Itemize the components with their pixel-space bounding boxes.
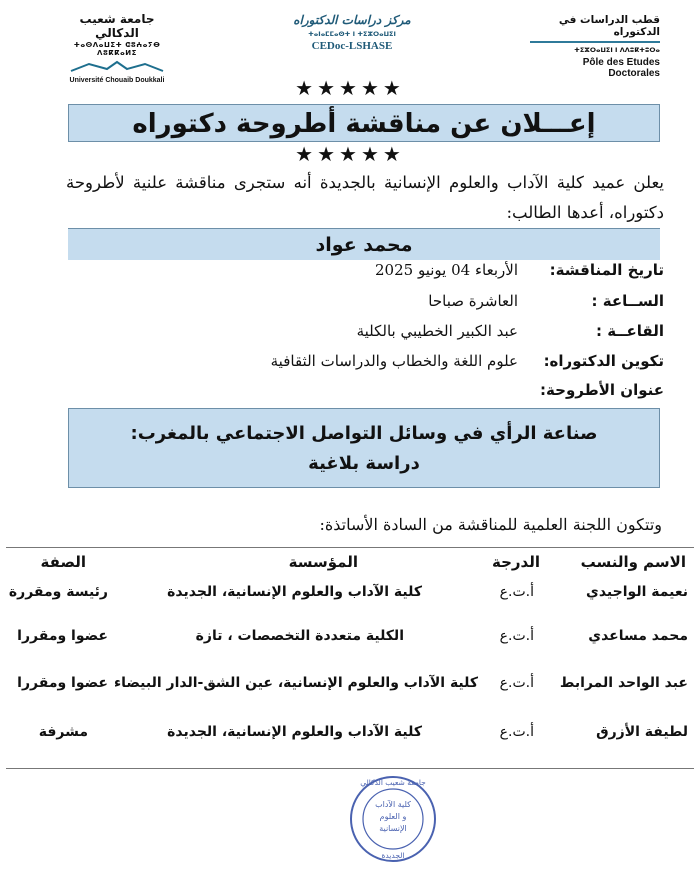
pole-name-english: Pôle des Etudes Doctorales [582, 57, 660, 79]
faculty-stamp [348, 774, 438, 864]
cedoc-name-tifinagh: ⵜⴰⵏⴰⵎⵎⴰⵙⵜ ⵏ ⵜⵉⵣⵔⴰⵡⵉⵏ [308, 29, 396, 38]
header-institution: المؤسسة [288, 553, 358, 571]
cell-grade: أ.ت.ع [499, 584, 534, 600]
cell-name: عبد الواحد المرابط [559, 675, 688, 691]
cedoc-logo [292, 14, 412, 52]
stamp-line3: الإنسانية [379, 824, 407, 833]
detail-thesis-label [60, 375, 664, 405]
cell-institution: كلية الآداب والعلوم الإنسانية، الجديدة [167, 724, 422, 740]
university-emblem-icon [69, 60, 165, 72]
detail-value: عبد الكبير الخطيبي بالكلية [356, 322, 518, 340]
thesis-title-line1: صناعة الرأي في وسائل التواصل الاجتماعي بالمغرب: [130, 423, 598, 444]
cell-name: لطيفة الأزرق [596, 724, 688, 740]
university-name-arabic: جامعة شعيب الدكالي [79, 12, 155, 40]
stamp-bottom-text: الجديدة [381, 851, 405, 860]
stars-top: ★★★★★ [295, 76, 405, 100]
header-grade: الدرجة [492, 553, 540, 571]
table-top-rule [6, 547, 694, 548]
header-role: الصفة [40, 553, 86, 571]
stamp-line2: و العلوم [379, 812, 407, 821]
detail-label: تاريخ المناقشة: [549, 261, 664, 279]
thesis-title-line2: دراسة بلاغية [308, 453, 420, 474]
cell-institution: كلية الآداب والعلوم الإنسانية، عين الشق-الدار البيضاء [113, 675, 478, 691]
cedoc-name-english: CEDoc-LSHASE [311, 39, 393, 52]
detail-label: الســاعة : [591, 292, 664, 310]
detail-label: تكوين الدكتوراه: [543, 352, 664, 370]
cell-role: عضوا ومقررا [17, 628, 108, 644]
detail-value: علوم اللغة والخطاب والدراسات الثقافية [270, 352, 518, 370]
cell-role: رئيسة ومقررة [8, 584, 108, 600]
university-logo [62, 12, 172, 84]
stars-bottom: ★★★★★ [295, 142, 405, 166]
detail-room [60, 316, 664, 346]
detail-date [60, 255, 664, 285]
jury-intro: وتتكون اللجنة العلمية للمناقشة من السادة الأساتذة: [319, 515, 662, 534]
table-bottom-rule [6, 768, 694, 769]
detail-time [60, 286, 664, 316]
pole-divider [530, 41, 660, 43]
pole-name-arabic: قطب الدراسات في الدكتوراه [558, 14, 660, 38]
university-name-tifinagh: ⵜⴰⵙⴷⴰⵡⵉⵜ ⵛⵓⵄⴰⵢⴱ ⴷⵓⴽⴽⴰⵍⵉ [73, 41, 161, 57]
cell-role: مشرفة [38, 724, 88, 740]
detail-program [60, 346, 664, 376]
university-name-english: Université Chouaib Doukkali [69, 77, 165, 84]
cell-grade: أ.ت.ع [499, 675, 534, 691]
detail-value: الأربعاء 04 يونيو 2025 [375, 261, 518, 279]
detail-value: العاشرة صباحا [428, 292, 518, 310]
cedoc-name-arabic: مركز دراسات الدكتوراه [293, 13, 411, 27]
thesis-title-box [68, 408, 660, 488]
cell-name: نعيمة الواجيدي [586, 584, 688, 600]
cell-grade: أ.ت.ع [499, 628, 534, 644]
cell-grade: أ.ت.ع [499, 724, 534, 740]
detail-label: عنوان الأطروحة: [540, 381, 664, 399]
doctoral-pole-logo [530, 14, 660, 79]
detail-label: القاعــة : [595, 322, 664, 340]
cell-institution: كلية الآداب والعلوم الإنسانية، الجديدة [167, 584, 422, 600]
student-name: محمد عواد [68, 228, 660, 260]
announcement-title: إعـــلان عن مناقشة أطروحة دكتوراه [68, 104, 660, 142]
cell-name: محمد مساعدي [588, 628, 688, 644]
cell-role: عضوا ومقررا [17, 675, 108, 691]
stamp-line1: كلية الآداب [375, 800, 411, 809]
cell-institution: الكلية متعددة التخصصات ، تازة [195, 628, 404, 644]
stamp-outer-text: جامعة شعيب الدكالي [360, 778, 426, 787]
announcement-intro: يعلن عميد كلية الآداب والعلوم الإنسانية بالجديدة أنه ستجرى مناقشة علنية لأطروحة دكتوراه، أعدها الطالب: [66, 173, 664, 222]
header-name: الاسم والنسب [580, 553, 686, 571]
pole-name-tifinagh: ⵜⵉⵣⵔⴰⵡⵉⵏ ⵏ ⴷⴷⵓⴽⵜⵓⵔⴰ [574, 46, 660, 54]
